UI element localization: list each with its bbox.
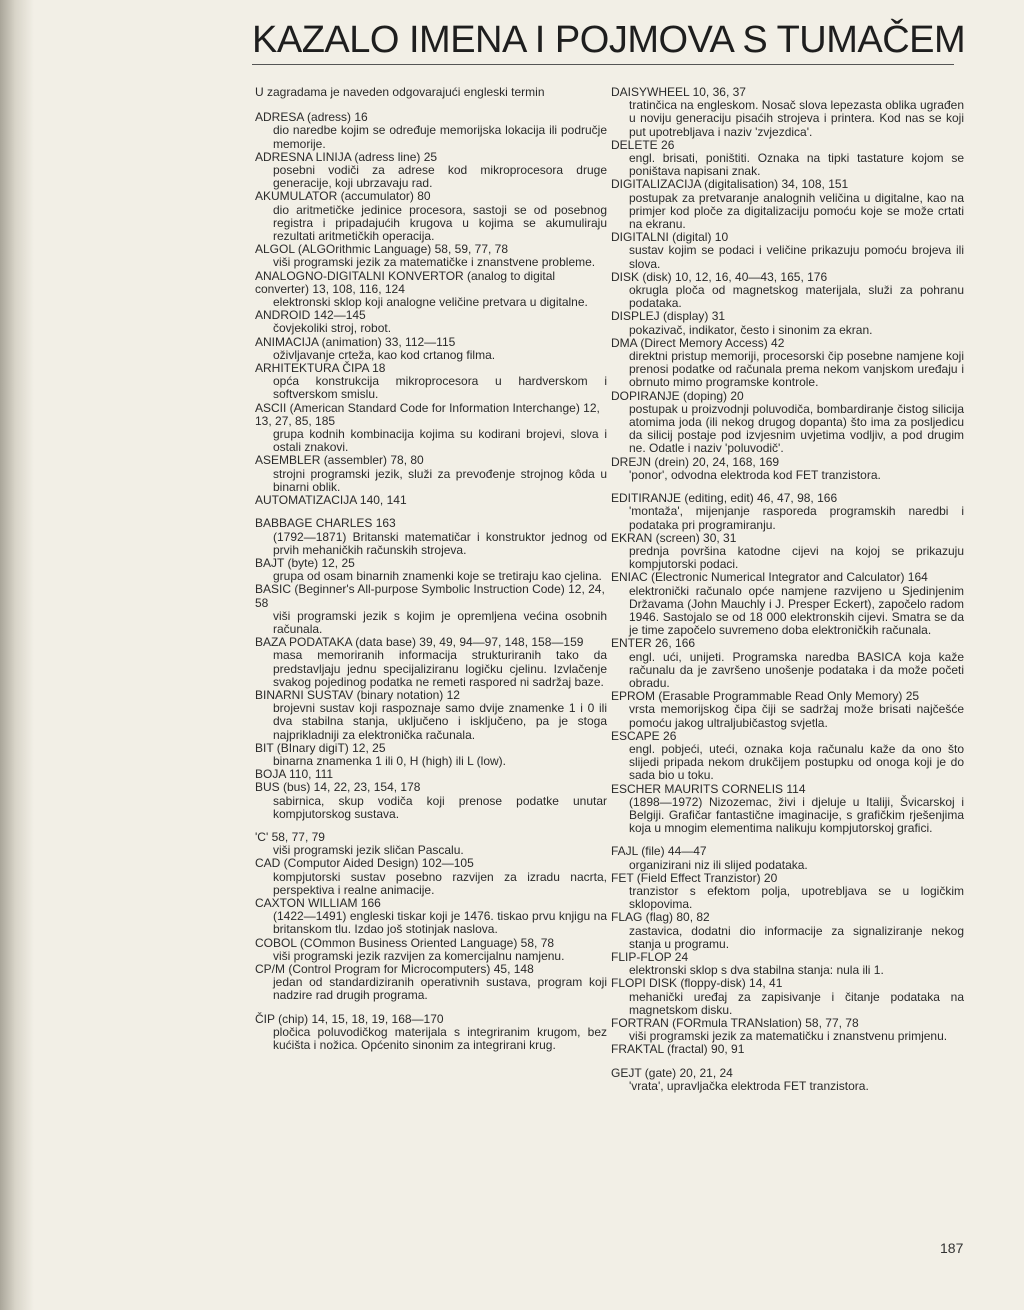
entry-term: ČIP (chip) 14, 15, 18, 19, 168—170 xyxy=(255,1011,444,1026)
entry-definition: elektronski sklop s dva stabilna stanja: nula ili 1. xyxy=(629,963,884,978)
index-entry xyxy=(611,783,964,836)
entry-term: EKRAN (screen) 30, 31 xyxy=(611,530,737,545)
index-entry xyxy=(611,1017,964,1043)
index-entry xyxy=(611,1043,964,1056)
entry-definition: čovjekoliki stroj, robot. xyxy=(273,321,392,336)
entry-term: FAJL (file) 44—47 xyxy=(611,844,707,859)
entry-term: BAJT (byte) 12, 25 xyxy=(255,555,355,570)
entry-term: ANIMACIJA (animation) 33, 112—115 xyxy=(255,334,456,349)
entry-term: DREJN (drein) 20, 24, 168, 169 xyxy=(611,454,780,469)
index-entry xyxy=(611,532,964,572)
entry-definition: viši programski jezik razvijen za komercijalnu namjenu. xyxy=(273,948,565,963)
entry-term: BABBAGE CHARLES 163 xyxy=(255,516,396,531)
entry-definition: zastavica, dodatni dio informacije za signaliziranje nekog stanja u programu. xyxy=(629,923,964,951)
entry-term: FET (Field Effect Tranzistor) 20 xyxy=(611,870,778,885)
entry-definition: viši programski jezik sličan Pascalu. xyxy=(273,843,464,858)
entry-term: BIT (BInary digiT) 12, 25 xyxy=(255,740,386,755)
entry-term: AUTOMATIZACIJA 140, 141 xyxy=(255,493,407,508)
binding-shadow xyxy=(0,0,34,1310)
entry-term: EDITIRANJE (editing, edit) 46, 47, 98, 166 xyxy=(611,491,838,506)
index-entry xyxy=(611,951,964,977)
entry-definition: masa memoriranih informacija strukturiranih tako da predstavljaju jednu specijaliziranu logičku cjelinu. Izvlačenje svakog pojedinog podatka ne remeti raspored ni sadržaj baze. xyxy=(273,648,607,689)
entry-term: BAZA PODATAKA (data base) 39, 49, 94—97, 148, 158—159 xyxy=(255,635,584,650)
entry-definition: postupak u proizvodnji poluvodiča, bombardiranje čistog silicija atomima joda (ili nekog drugog dopanta) što ima za posljedicu da silicij postaje pod izvjesnim uvjetima vodljiv, a pod drugim ne. Odatle i naziv 'poluvodič'. xyxy=(629,401,964,456)
intro-note: U zagradama je naveden odgovarajući engleski termin xyxy=(255,85,545,99)
entry-term: BASIC (Beginner's All-purpose Symbolic Instruction Code) 12, 24, 58 xyxy=(255,582,605,610)
entry-definition: tranzistor s efektom polja, upotrebljava se u logičkim sklopovima. xyxy=(629,883,964,912)
entry-definition: (1898—1972) Nizozemac, živi i djeluje u Italiji, Švicarskoj i Belgiji. Grafičar fantastične imaginacije, s grafičkim rješenjima koja u mnogim elementima nalikuju kompjutorskoj grafici. xyxy=(629,794,964,836)
entry-term: ANALOGNO-DIGITALNI KONVERTOR (analog to digital converter) 13, 108, 116, 124 xyxy=(255,268,556,296)
index-entry xyxy=(611,690,964,730)
index-entry xyxy=(611,390,964,456)
index-entry xyxy=(611,139,964,179)
entry-term: ESCHER MAURITS CORNELIS 114 xyxy=(611,781,806,796)
entry-term: FLAG (flag) 80, 82 xyxy=(611,910,710,925)
entry-term: FLOPI DISK (floppy-disk) 14, 41 xyxy=(611,976,783,991)
index-entry xyxy=(611,456,964,482)
index-entry xyxy=(255,857,607,897)
entry-term: FLIP-FLOP 24 xyxy=(611,950,689,964)
entry-definition: grupa od osam binarnih znamenki koje se tretiraju kao cjelina. xyxy=(273,569,602,584)
entry-definition: (1792—1871) Britanski matematičar i konstruktor jednog od prvih mehaničkih računskih strojeva. xyxy=(273,529,607,557)
index-column-left xyxy=(255,86,607,1052)
entry-definition: engl. brisati, poništiti. Oznaka na tipki tastature kojom se poništava napisani znak. xyxy=(629,151,964,179)
entry-definition: oživljavanje crteža, kao kod crtanog filma. xyxy=(273,347,496,362)
entry-term: FRAKTAL (fractal) 90, 91 xyxy=(611,1042,745,1057)
entry-definition: strojni programski jezik, služi za prevođenje strojnog kôda u binarni oblik. xyxy=(273,466,607,494)
index-entry xyxy=(255,1013,607,1053)
entry-definition: viši programski jezik za matematičku i znanstvenu primjenu. xyxy=(629,1029,948,1044)
entry-definition: posebni vodiči za adrese kod mikroprocesora druge generacije, koji ubrzavaju rad. xyxy=(273,163,607,191)
entry-definition: kompjutorski sustav posebno razvijen za izradu nacrta, perspektiva i realne animacije. xyxy=(273,869,607,897)
entry-definition: opća konstrukcija mikroprocesora u hardverskom i softverskom smislu. xyxy=(273,374,607,402)
entry-definition: vrsta memorijskog čipa čiji se sadržaj može brisati najčešće pomoću jakog ultraljubičastog svjetla. xyxy=(629,702,964,730)
entry-definition: engl. ući, unijeti. Programska naredba BASICA koja kaže računalu da je završeno unošenje podataka i da može početi obradu. xyxy=(629,649,964,690)
entry-term: ANDROID 142—145 xyxy=(255,308,366,323)
index-entry xyxy=(255,270,607,310)
entry-term: 'C' 58, 77, 79 xyxy=(255,829,325,844)
entry-definition: binarna znamenka 1 ili 0, H (high) ili L (low). xyxy=(273,753,506,768)
entry-term: BUS (bus) 14, 22, 23, 154, 178 xyxy=(255,780,421,795)
entry-term: ALGOL (ALGOrithmic Language) 58, 59, 77, 78 xyxy=(255,242,509,257)
index-entry xyxy=(611,730,964,783)
entry-term: ESCAPE 26 xyxy=(611,728,677,743)
title-rule xyxy=(252,64,954,65)
entry-definition: elektronički računalo opće namjene razvijeno u Sjedinjenim Državama (John Mauchly i J. Presper Eckert), započelo radom 1946. Sastojalo se od 18 000 elektronskih cijevi. Smatra se da je time započelo suvremeno doba elektroničkih računala. xyxy=(629,583,964,638)
entry-definition: viši programski jezik za matematičke i znanstvene probleme. xyxy=(273,255,596,270)
entry-definition: okrugla ploča od magnetskog materijala, služi za pohranu podataka. xyxy=(629,283,964,311)
entry-term: DELETE 26 xyxy=(611,137,675,152)
index-entry xyxy=(255,583,607,636)
index-entry xyxy=(255,963,607,1003)
index-entry xyxy=(611,845,964,871)
entry-definition: viši programski jezik s kojim je opremljena većina osobnih računala. xyxy=(273,608,607,636)
index-entry xyxy=(611,571,964,637)
entry-term: AKUMULATOR (accumulator) 80 xyxy=(255,189,431,204)
index-entry xyxy=(255,897,607,937)
entry-definition: grupa kodnih kombinacija kojima su kodirani brojevi, slova i ostali znakovi. xyxy=(273,427,607,455)
index-entry xyxy=(255,111,607,151)
index-entry xyxy=(255,309,607,335)
index-entry xyxy=(611,178,964,231)
entry-term: ENTER 26, 166 xyxy=(611,636,696,651)
index-entry xyxy=(255,454,607,494)
entry-term: DMA (Direct Memory Access) 42 xyxy=(611,335,785,350)
entry-term: ARHITEKTURA ČIPA 18 xyxy=(255,361,386,376)
index-entry xyxy=(611,977,964,1017)
index-entry xyxy=(611,492,964,532)
index-entry xyxy=(255,636,607,689)
index-entry xyxy=(255,831,607,857)
index-entry xyxy=(255,689,607,742)
index-entry xyxy=(611,231,964,271)
entry-term: EPROM (Erasable Programmable Read Only Memory) 25 xyxy=(611,689,920,704)
entry-definition: pokazivač, indikator, često i sinonim za ekran. xyxy=(629,322,873,337)
entry-definition: jedan od standardiziranih operativnih sustava, program koji nadzire rad drugih programa. xyxy=(273,975,607,1003)
index-entry xyxy=(611,271,964,311)
entry-term: DISK (disk) 10, 12, 16, 40—43, 165, 176 xyxy=(611,269,828,284)
entry-term: DIGITALIZACIJA (digitalisation) 34, 108, 151 xyxy=(611,177,849,192)
entry-term: BOJA 110, 111 xyxy=(255,767,334,782)
index-entry xyxy=(611,86,964,139)
page-number: 187 xyxy=(940,1240,964,1256)
entry-definition: mehanički uređaj za zapisivanje i čitanje podataka na magnetskom disku. xyxy=(629,989,964,1017)
entry-term: CAXTON WILLIAM 166 xyxy=(255,895,381,910)
index-entry xyxy=(255,362,607,402)
entry-definition: pločica poluvodičkog materijala s integriranim krugom, bez kućišta i nožica. Općenito sinonim za integrirani krug. xyxy=(273,1024,607,1053)
entry-definition: direktni pristup memoriji, procesorski čip posebne namjene koji prenosi podatke od računala prema nekom vanjskom uređaju i obrnuto mimo programske kontrole. xyxy=(629,349,964,390)
index-entry xyxy=(255,243,607,269)
index-entry xyxy=(611,310,964,336)
entry-term: DOPIRANJE (doping) 20 xyxy=(611,388,744,403)
entry-definition: sabirnica, skup vodiča koji prenose podatke unutar kompjutorskog sustava. xyxy=(273,793,607,821)
page-title: KAZALO IMENA I POJMOVA S TUMAČEM xyxy=(252,19,966,61)
entry-term: BINARNI SUSTAV (binary notation) 12 xyxy=(255,687,460,702)
index-entry xyxy=(255,557,607,583)
entry-term: DISPLEJ (display) 31 xyxy=(611,309,726,324)
entry-definition: tratinčica na engleskom. Nosač slova lepezasta oblika ugrađen u noviju generaciju pisaćih strojeva i printera. Kod nas se koji put upotrebljava i naziv 'zvjezdica'. xyxy=(629,98,964,139)
index-entry xyxy=(255,402,607,455)
index-entry xyxy=(255,190,607,243)
entry-term: ADRESA (adress) 16 xyxy=(255,110,368,125)
entry-definition: 'montaža', mijenjanje rasporeda programskih naredbi i podataka pri programiranju. xyxy=(629,504,964,532)
entry-definition: sustav kojim se podaci i veličine prikazuju pomoću brojeva ili slova. xyxy=(629,243,964,271)
entry-term: ASEMBLER (assembler) 78, 80 xyxy=(255,453,424,468)
entry-definition: engl. pobjeći, uteći, oznaka koja računalu kaže da ono što slijedi pripada nekom drukčijem postupku od onoga koji je do sada bio u toku. xyxy=(629,741,964,783)
index-entry xyxy=(255,781,607,821)
entry-term: CP/M (Control Program for Microcomputers) 45, 148 xyxy=(255,962,534,976)
entry-term: ENIAC (Electronic Numerical Integrator and Calculator) 164 xyxy=(611,570,928,585)
index-entry xyxy=(255,494,607,507)
entry-term: FORTRAN (FORmula TRANslation) 58, 77, 78 xyxy=(611,1016,859,1031)
entry-definition: 'vrata', upravljačka elektroda FET tranzistora. xyxy=(629,1078,869,1093)
entry-definition: dio aritmetičke jedinice procesora, sastoji se od posebnog registra i pripadajućih krugova u kojima se akumuliraju rezultati aritmetičkih operacija. xyxy=(273,202,607,244)
index-entry xyxy=(611,1067,964,1093)
index-entry xyxy=(255,742,607,768)
index-entry xyxy=(255,517,607,557)
entry-term: DAISYWHEEL 10, 36, 37 xyxy=(611,85,746,99)
entry-term: COBOL (COmmon Business Oriented Language) 58, 78 xyxy=(255,935,555,950)
index-entry xyxy=(611,872,964,912)
index-entry xyxy=(255,151,607,191)
entry-definition: 'ponor', odvodna elektroda kod FET tranzistora. xyxy=(629,467,881,482)
index-entry xyxy=(611,911,964,951)
entry-term: ADRESNA LINIJA (adress line) 25 xyxy=(255,149,438,164)
entry-term: GEJT (gate) 20, 21, 24 xyxy=(611,1065,733,1080)
entry-definition: postupak za pretvaranje analognih veličina u digitalne, kao na primjer kod ploče za digitalizaciju pomoću koje se može crtati na ekranu. xyxy=(629,190,964,232)
index-entry xyxy=(255,937,607,963)
entry-definition: brojevni sustav koji raspoznaje samo dvije znamenke 1 i 0 ili dva stabilna stanja, uključeno i isključeno, pa je stoga najprikladniji za elektronička računala. xyxy=(273,701,607,742)
entry-definition: prednja površina katodne cijevi na kojoj se prikazuju kompjutorski podaci. xyxy=(629,543,964,572)
entry-definition: organizirani niz ili slijed podataka. xyxy=(629,857,808,872)
index-entry xyxy=(611,637,964,690)
entry-term: CAD (Computor Aided Design) 102—105 xyxy=(255,856,474,871)
entry-definition: elektronski sklop koji analogne veličine pretvara u digitalne. xyxy=(273,295,588,310)
entry-term: DIGITALNI (digital) 10 xyxy=(611,230,729,245)
entry-definition: dio naredbe kojim se određuje memorijska lokacija ili područje memorije. xyxy=(273,123,607,151)
entry-definition: (1422—1491) engleski tiskar koji je 1476. tiskao prvu knjigu na britanskom tlu. Izdao još stotinjak naslova. xyxy=(273,909,607,937)
index-column-right xyxy=(611,86,964,1093)
entry-term: ASCII (American Standard Code for Information Interchange) 12, 13, 27, 85, 185 xyxy=(255,400,600,428)
index-entry xyxy=(611,337,964,390)
index-entry xyxy=(255,336,607,362)
